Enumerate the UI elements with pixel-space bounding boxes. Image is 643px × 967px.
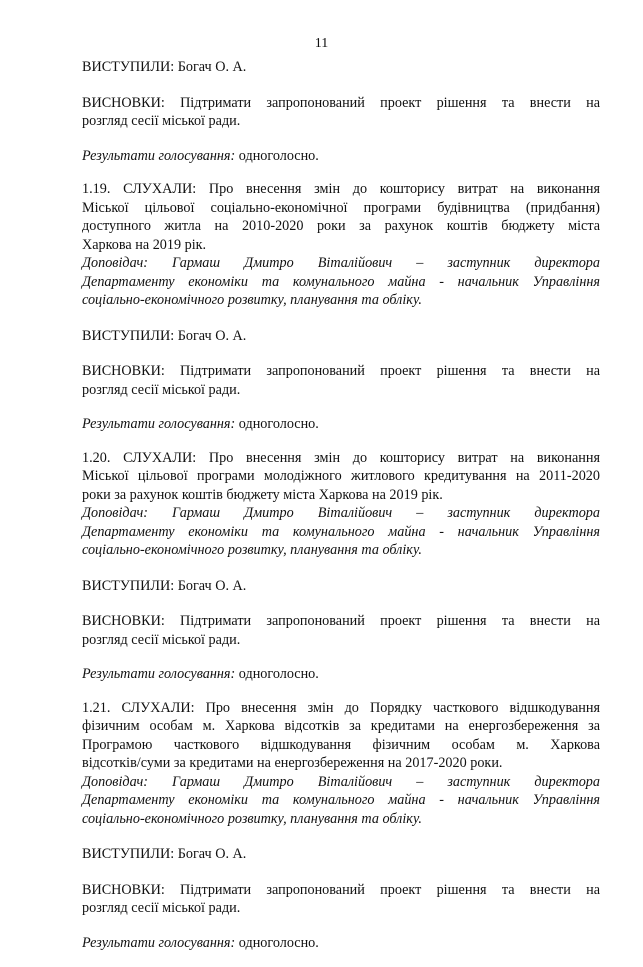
reporter-line: соціально-економічного розвитку, планування та обліку. [82,542,422,558]
vote-result [82,147,600,166]
heard-line: Харкова на 2019 рік. [82,236,207,253]
vote-value: одноголосно. [235,416,319,432]
conclusion-text: Підтримати запропонований проект рішення та внести на [180,94,600,111]
vote-value: одноголосно. [235,934,319,951]
reporter-block [82,254,600,310]
heard-line: роки за рахунок коштів бюджету міста Харкова на 2019 рік. [82,486,443,503]
vote-label: Результати голосування: [82,416,236,432]
conclusion-line: розгляд сесії міської ради. [82,113,241,129]
vote-label: Результати голосування: [82,666,236,682]
heard-line: Програмою часткового відшкодування фізичним особам м. Харкова [82,736,600,753]
heard-line: фізичним особам м. Харкова відсотків за кредитами на енергозбереження за [82,718,600,734]
reporter-line: Доповідач: Гармаш Дмитро Віталійович – заступник директора [82,505,600,521]
conclusion-line: ВИСНОВКИ: Підтримати запропонований проект рішення та внести на [82,613,600,629]
reporter-line: Доповідач: Гармаш Дмитро Віталійович – заступник директора [82,773,600,790]
speakers-line: ВИСТУПИЛИ: Богач О. А. [82,327,247,344]
conclusion-block [82,612,600,649]
conclusion-block [82,94,600,131]
conclusion-line: ВИСНОВКИ: Підтримати запропонований проект рішення та внести на [82,363,600,379]
vote-result [82,665,600,684]
page-number: 11 [314,36,329,51]
conclusion-block [82,881,600,918]
conclusion-line: ВИСНОВКИ: Підтримати запропонований проект рішення та внести на [82,881,600,898]
conclusion-label: ВИСНОВКИ: [82,94,165,111]
reporter-line: Департаменту економіки та комунального майна - начальник Управління [82,792,600,808]
speakers-line: ВИСТУПИЛИ: Богач О. А. [82,59,247,75]
reporter-line: Департаменту економіки та комунального майна - начальник Управління [82,273,600,290]
conclusion-block [82,362,600,399]
speakers-line: ВИСТУПИЛИ: Богач О. А. [82,577,247,594]
document-body [82,58,600,967]
conclusion-line [82,94,600,113]
heard-line: 1.21. СЛУХАЛИ: Про внесення змін до Порядку часткового відшкодування [82,699,600,716]
heard-line: доступного житла на 2010-2020 роки за рахунок коштів бюджету міста [82,218,600,234]
heard-line: 1.20. СЛУХАЛИ: Про внесення змін до кошторису витрат на виконання [82,449,600,466]
reporter-line: Доповідач: Гармаш Дмитро Віталійович – заступник директора [82,255,600,271]
heard-item [82,180,600,254]
heard-line: Міської цільової соціально-економічної програми будівництва (придбання) [82,199,600,216]
conclusion-line: розгляд сесії міської ради. [82,900,241,916]
heard-line: відсотків/суми за кредитами на енергозбереження на 2017-2020 роки. [82,755,503,771]
heard-item [82,699,600,773]
speakers-line: ВИСТУПИЛИ: Богач О. А. [82,846,247,862]
vote-label: Результати голосування: [82,934,236,951]
vote-result [82,415,600,434]
conclusion-line: розгляд сесії міської ради. [82,631,241,648]
vote-value: одноголосно. [235,666,319,682]
conclusion-line: розгляд сесії міської ради. [82,381,241,398]
reporter-line: соціально-економічного розвитку, планування та обліку. [82,292,422,308]
vote-result [82,934,600,953]
heard-item [82,449,600,505]
heard-line: 1.19. СЛУХАЛИ: Про внесення змін до кошторису витрат на виконання [82,181,600,197]
heard-line: Міської цільової програми молодіжного житлового кредитування на 2011-2020 [82,468,600,484]
reporter-line: соціально-економічного розвитку, планування та обліку. [82,810,422,827]
reporter-block [82,504,600,560]
vote-label: Результати голосування: [82,147,236,164]
reporter-line: Департаменту економіки та комунального майна - начальник Управління [82,523,600,540]
reporter-block [82,773,600,829]
vote-value: одноголосно. [235,147,319,164]
